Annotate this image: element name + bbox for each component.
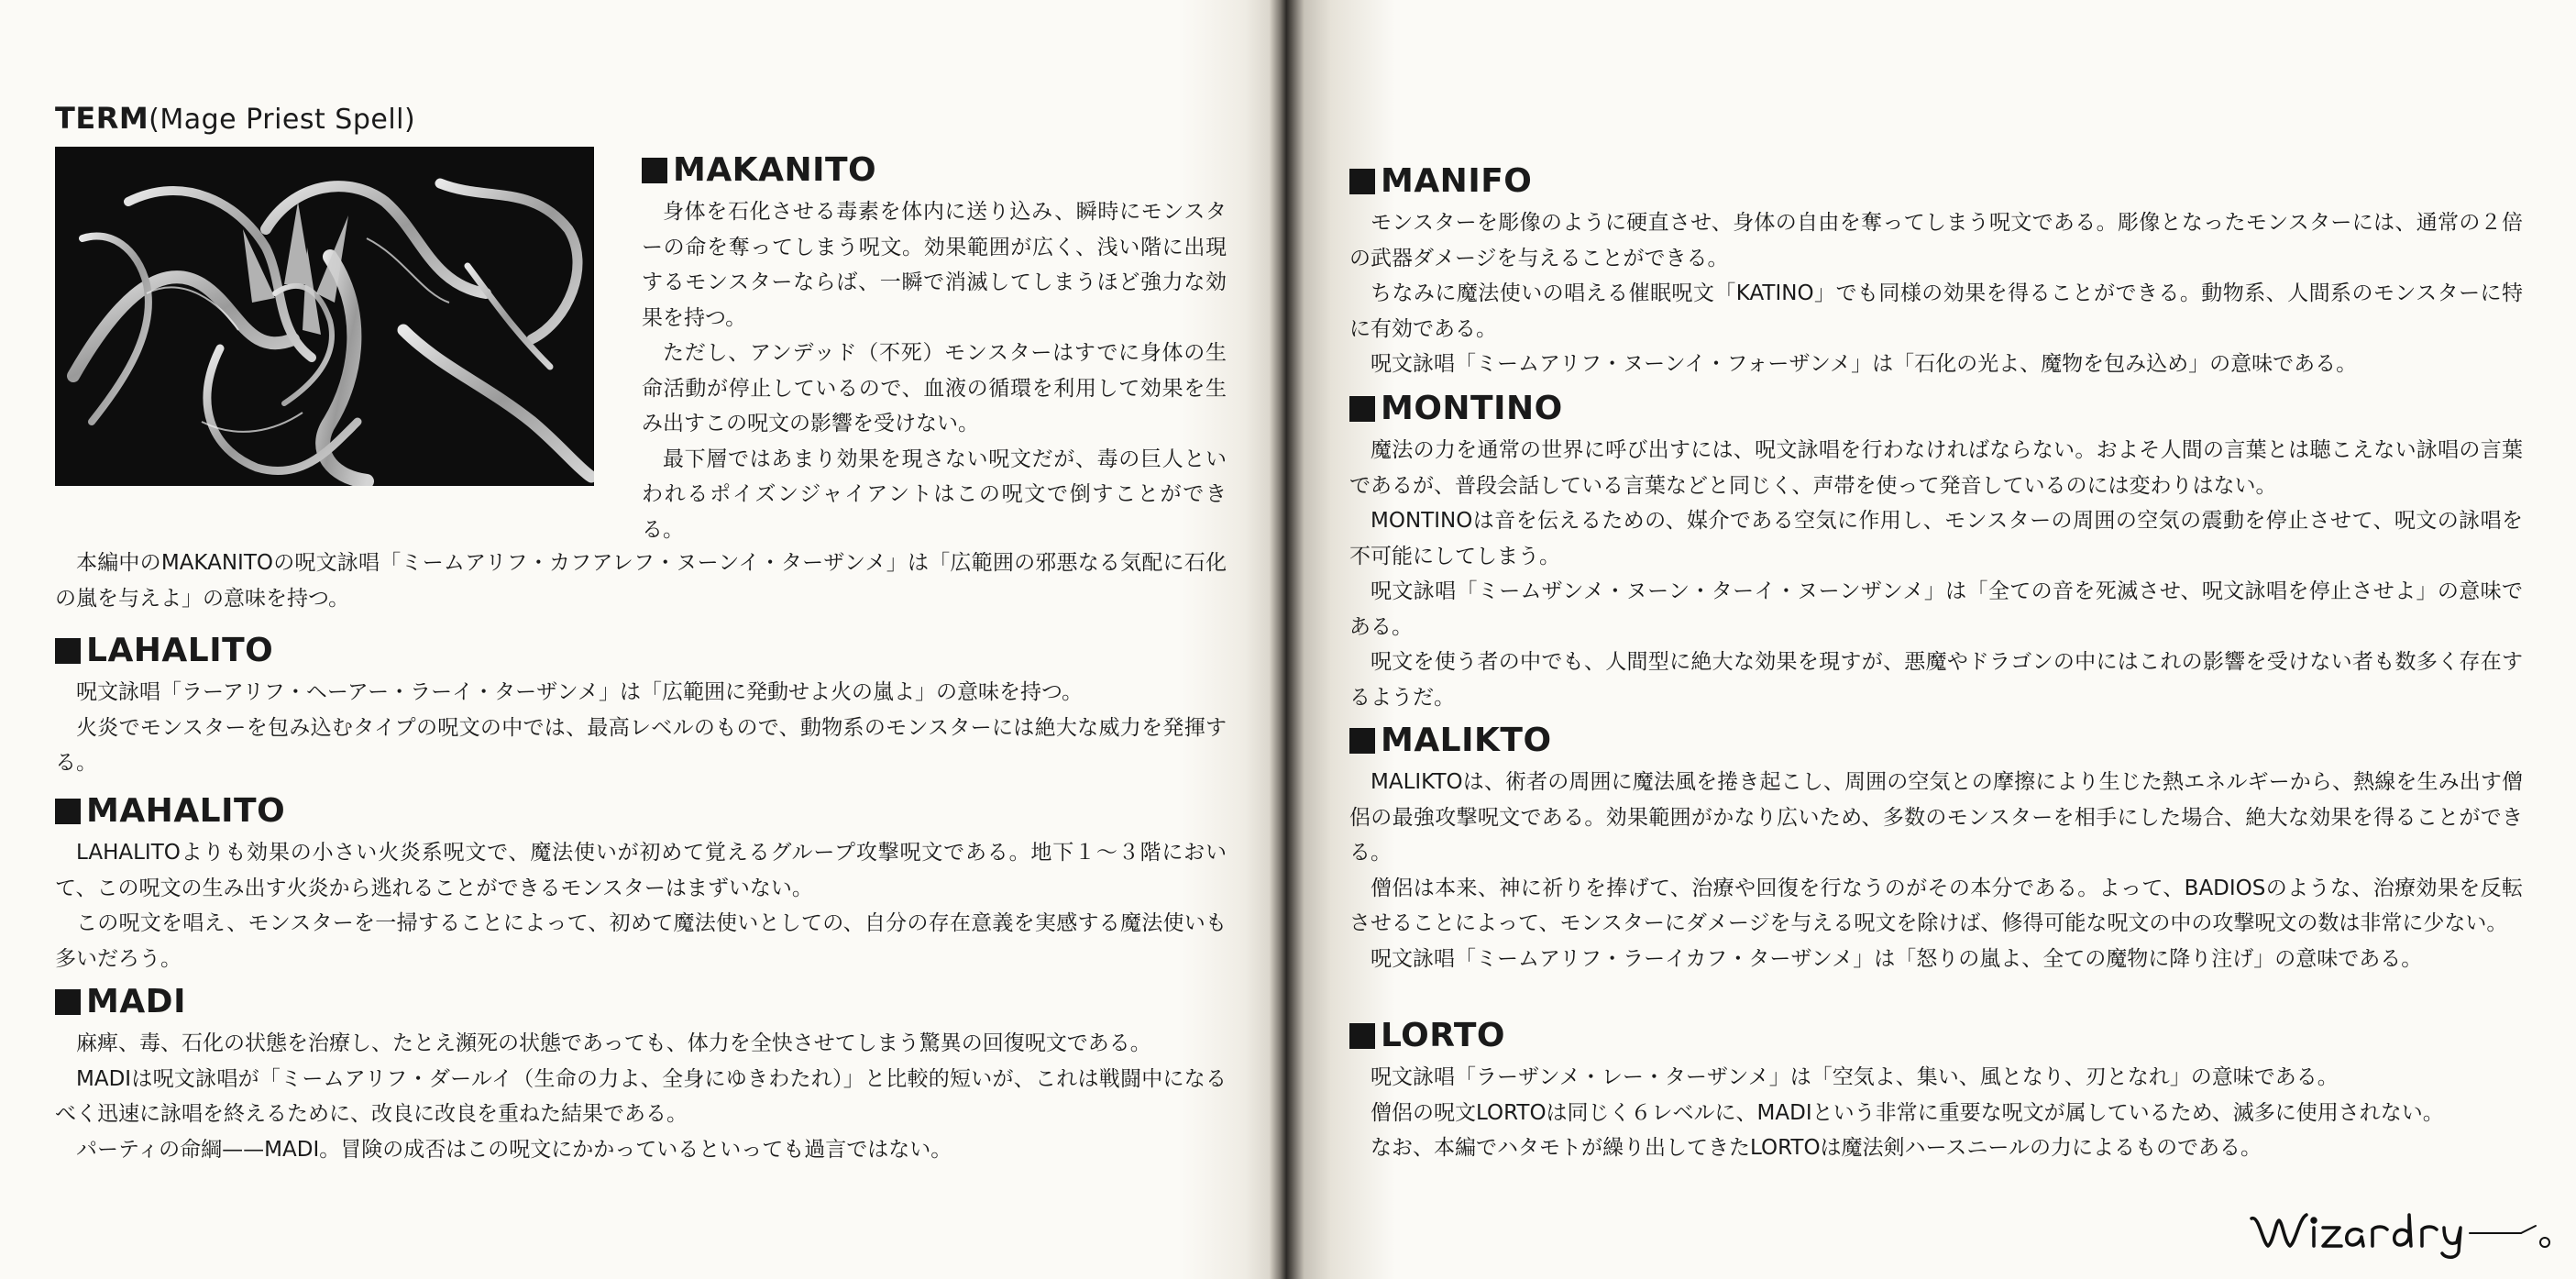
heading-madi xyxy=(55,983,1227,1020)
petrified-creature-illustration xyxy=(55,147,594,486)
manifo-paragraph-1: モンスターを彫像のように硬直させ、身体の自由を奪ってしまう呪文である。彫像となったモンスターには、通常の２倍の武器ダメージを与えることができる。 xyxy=(1349,211,2523,270)
heading-lahalito xyxy=(55,634,1227,667)
montino-paragraph-4: 呪文を使う者の中でも、人間型に絶大な効果を現すが、悪魔やドラゴンの中にはこれの影響を受けない者も数多く存在するようだ。 xyxy=(1349,650,2523,710)
heading-mahalito xyxy=(55,792,1227,830)
term-subtitle: (Mage Priest Spell) xyxy=(149,104,416,136)
montino-paragraph-3: 呪文詠唱「ミームザンメ・ヌーン・ターイ・ヌーンザンメ」は「全ての音を死滅させ、呪文詠唱を停止させよ」の意味である。 xyxy=(1349,579,2523,639)
book-spine xyxy=(1270,0,1305,1279)
heading-malikto xyxy=(1349,724,2523,757)
mahalito-paragraph-1: LAHALITOよりも効果の小さい火炎系呪文で、魔法使いが初めて覚えるグループ攻撃呪文である。地下１〜３階において、この呪文の生み出す火炎から逃れることができるモンスターはまずいない。 xyxy=(55,841,1227,900)
makanito-paragraph-3: 最下層ではあまり効果を現さない呪文だが、毒の巨人といわれるポイズンジャイアントはこの呪文で倒すことができる。 xyxy=(642,447,1227,542)
heading-montino xyxy=(1349,392,2523,425)
section-lahalito xyxy=(55,634,1227,781)
section-madi xyxy=(55,983,1227,1167)
heading-lorto xyxy=(1349,1017,2523,1054)
square-bullet-icon xyxy=(1349,1023,1375,1049)
title-montino: MONTINO xyxy=(1381,390,1563,427)
square-bullet-icon xyxy=(55,989,81,1015)
title-lahalito: LAHALITO xyxy=(86,632,274,669)
title-manifo: MANIFO xyxy=(1381,162,1533,200)
heading-manifo xyxy=(1349,162,2523,200)
lorto-paragraph-1: 呪文詠唱「ラーザンメ・レー・ターザンメ」は「空気よ、集い、風となり、刃となれ」の意味である。 xyxy=(1371,1065,2339,1089)
square-bullet-icon xyxy=(642,158,667,183)
manifo-paragraph-3: 呪文詠唱「ミームアリフ・ヌーンイ・フォーザンメ」は「石化の光よ、魔物を包み込め」の意味である。 xyxy=(1371,352,2358,376)
term-label: TERM xyxy=(55,101,149,136)
lorto-paragraph-3: なお、本編でハタモトが繰り出してきたLORTOは魔法剣ハースニールの力によるものである。 xyxy=(1371,1136,2262,1160)
malikto-paragraph-3: 呪文詠唱「ミームアリフ・ラーイカフ・ターザンメ」は「怒りの嵐よ、全ての魔物に降り注げ」の意味である。 xyxy=(1371,946,2423,971)
section-montino xyxy=(1349,392,2523,715)
wizardry-logo-icon xyxy=(2246,1206,2558,1261)
makanito-paragraph-4: 本編中のMAKANITOの呪文詠唱「ミームアリフ・カフアレフ・ヌーンイ・ターザンメ」は「広範囲の邪悪なる気配に石化の嵐を与えよ」の意味を持つ。 xyxy=(55,551,1227,611)
section-malikto xyxy=(1349,724,2523,976)
montino-paragraph-2: MONTINOは音を伝えるための、媒介である空気に作用し、モンスターの周囲の空気の震動を停止させて、呪文の詠唱を不可能にしてしまう。 xyxy=(1349,509,2523,568)
mahalito-paragraph-2: この呪文を唱え、モンスターを一掃することによって、初めて魔法使いとしての、自分の存在意義を実感する魔法使いも多いだろう。 xyxy=(55,911,1227,971)
section-makanito xyxy=(642,151,1227,547)
square-bullet-icon xyxy=(1349,728,1375,754)
square-bullet-icon xyxy=(55,799,81,824)
malikto-paragraph-2: 僧侶は本来、神に祈りを捧げて、治療や回復を行なうのがその本分である。よって、BADIOSのような、治療効果を反転させることによって、モンスターにダメージを与える呪文を除けば、修得可能な呪文の中の攻撃呪文の数は非常に少ない。 xyxy=(1349,876,2523,935)
section-manifo xyxy=(1349,162,2523,382)
makanito-paragraph-2: ただし、アンデッド（不死）モンスターはすでに身体の生命活動が停止しているので、血液の循環を利用して効果を生み出すこの呪文の影響を受けない。 xyxy=(642,341,1227,436)
lahalito-paragraph-2: 火炎でモンスターを包み込むタイプの呪文の中では、最高レベルのもので、動物系のモンスターには絶大な威力を発揮する。 xyxy=(55,715,1227,775)
heading-makanito xyxy=(642,151,1227,189)
madi-paragraph-3: パーティの命綱——MADI。冒険の成否はこの呪文にかかっているといっても過言ではない。 xyxy=(76,1137,952,1162)
title-lorto: LORTO xyxy=(1381,1017,1506,1054)
wizardry-logo xyxy=(2246,1206,2558,1261)
manifo-paragraph-2: ちなみに魔法使いの唱える催眠呪文「KATINO」でも同様の効果を得ることができる。動物系、人間系のモンスターに特に有効である。 xyxy=(1349,281,2523,341)
title-makanito: MAKANITO xyxy=(673,151,877,189)
malikto-paragraph-1: MALIKTOは、術者の周囲に魔法風を捲き起こし、周囲の空気との摩擦により生じた熱エネルギーから、熱線を生み出す僧侶の最強攻撃呪文である。効果範囲がかなり広いため、多数のモンスターを相手にした場合、絶大な効果を得ることができる。 xyxy=(1349,770,2523,865)
term-header xyxy=(55,101,415,136)
section-mahalito xyxy=(55,792,1227,976)
lahalito-paragraph-1: 呪文詠唱「ラーアリフ・ヘーアー・ラーイ・ターザンメ」は「広範囲に発動せよ火の嵐よ」の意味を持つ。 xyxy=(76,680,1084,704)
square-bullet-icon xyxy=(1349,396,1375,422)
makanito-paragraph-1: 身体を石化させる毒素を体内に送り込み、瞬時にモンスターの命を奪ってしまう呪文。効果範囲が広く、浅い階に出現するモンスターならば、一瞬で消滅してしまうほど強力な効果を持つ。 xyxy=(642,200,1227,330)
montino-paragraph-1: 魔法の力を通常の世界に呼び出すには、呪文詠唱を行わなければならない。およそ人間の言葉とは聴こえない詠唱の言葉であるが、普段会話している言葉などと同じく、声帯を使って発音しているのには変わりはない。 xyxy=(1349,438,2523,498)
petrified-creature-image xyxy=(55,147,594,486)
madi-paragraph-1: 麻痺、毒、石化の状態を治療し、たとえ瀕死の状態であっても、体力を全快させてしまう驚異の回復呪文である。 xyxy=(76,1031,1151,1055)
section-makanito-cont xyxy=(55,546,1227,616)
madi-paragraph-2: MADIは呪文詠唱が「ミームアリフ・ダールイ（生命の力よ、全身にゆきわたれ）」と比較的短いが、これは戦闘中になるべく迅速に詠唱を終えるために、改良に改良を重ねた結果である。 xyxy=(55,1066,1227,1126)
title-malikto: MALIKTO xyxy=(1381,722,1552,759)
square-bullet-icon xyxy=(1349,169,1375,194)
section-lorto xyxy=(1349,1017,2523,1166)
title-madi: MADI xyxy=(86,983,186,1020)
lorto-paragraph-2: 僧侶の呪文LORTOは同じく６レベルに、MADIという非常に重要な呪文が属しているため、滅多に使用されない。 xyxy=(1371,1100,2444,1125)
square-bullet-icon xyxy=(55,638,81,664)
title-mahalito: MAHALITO xyxy=(86,792,286,830)
